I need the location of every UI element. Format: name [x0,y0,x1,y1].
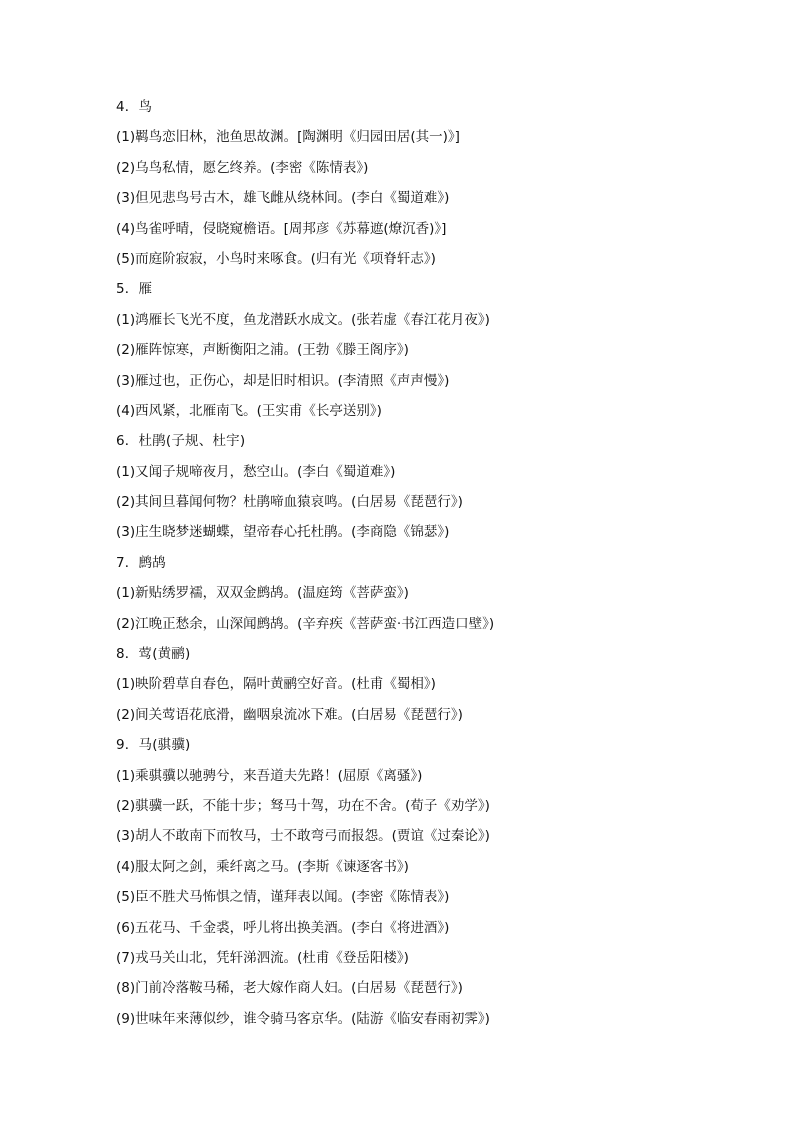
poem-line: (6)五花马、千金裘，呼儿将出换美酒。(李白《将进酒》) [116,919,450,936]
section-oriole [116,639,776,730]
section-heading: 4．鸟 [116,99,153,115]
poem-line: (8)门前冷落鞍马稀，老大嫁作商人妇。(白居易《琵琶行》) [116,980,463,997]
poem-line: (1)乘骐骥以驰骋兮，来吾道夫先路！(屈原《离骚》) [116,767,423,784]
poem-line: (2)其间旦暮闻何物？杜鹃啼血猿哀鸣。(白居易《琵琶行》) [116,494,463,511]
poem-line: (3)庄生晓梦迷蝴蝶，望帝春心托杜鹃。(李商隐《锦瑟》) [116,524,450,541]
section-heading: 8．莺(黄鹂) [116,646,191,663]
section-heading: 9．马(骐骥) [116,737,191,754]
poem-line: (5)臣不胜犬马怖惧之情，谨拜表以闻。(李密《陈情表》) [116,889,450,906]
section-heading: 6．杜鹃(子规、杜宇) [116,433,246,450]
poem-line: (1)又闻子规啼夜月，愁空山。(李白《蜀道难》) [116,463,396,480]
section-horse [116,730,776,1034]
poem-line: (3)但见悲鸟号古木，雄飞雌从绕林间。(李白《蜀道难》) [116,190,450,207]
poem-line: (3)胡人不敢南下而牧马，士不敢弯弓而报怨。(贾谊《过秦论》) [116,828,490,845]
poem-line: (2)骐骥一跃，不能十步；驽马十驾，功在不舍。(荀子《劝学》) [116,797,490,814]
poem-line: (1)羁鸟恋旧林，池鱼思故渊。[陶渊明《归园田居(其一)》] [116,129,460,146]
poem-line: (4)鸟雀呼晴，侵晓窥檐语。[周邦彦《苏幕遮(燎沉香)》] [116,220,447,237]
poem-line: (2)乌鸟私情，愿乞终养。(李密《陈情表》) [116,159,369,176]
section-heading: 7．鹧鸪 [116,554,166,571]
poem-line: (1)鸿雁长飞光不度，鱼龙潜跃水成文。(张若虚《春江花月夜》) [116,311,490,328]
poem-line: (1)映阶碧草自春色，隔叶黄鹂空好音。(杜甫《蜀相》) [116,676,436,693]
poem-line: (1)新贴绣罗襦，双双金鹧鸪。(温庭筠《菩萨蛮》) [116,585,409,602]
poem-line: (2)江晚正愁余，山深闻鹧鸪。(辛弃疾《菩萨蛮·书江西造口壁》) [116,615,495,632]
section-cuckoo [116,426,776,548]
section-bird [116,92,776,274]
section-heading: 5．雁 [116,281,153,298]
poem-line: (5)而庭阶寂寂，小鸟时来啄食。(归有光《项脊轩志》) [116,250,436,267]
document-page [116,92,776,1034]
poem-line: (2)雁阵惊寒，声断衡阳之浦。(王勃《滕王阁序》) [116,342,409,359]
section-partridge [116,548,776,639]
poem-line: (2)间关莺语花底滑，幽咽泉流冰下难。(白居易《琵琶行》) [116,706,463,723]
poem-line: (9)世味年来薄似纱，谁令骑马客京华。(陆游《临安春雨初霁》) [116,1010,490,1027]
poem-line: (4)西风紧，北雁南飞。(王实甫《长亭送别》) [116,402,382,419]
poem-line: (3)雁过也，正伤心，却是旧时相识。(李清照《声声慢》) [116,372,450,389]
poem-line: (4)服太阿之剑，乘纤离之马。(李斯《谏逐客书》) [116,858,409,875]
poem-line: (7)戎马关山北，凭轩涕泗流。(杜甫《登岳阳楼》) [116,949,409,966]
section-goose [116,274,776,426]
